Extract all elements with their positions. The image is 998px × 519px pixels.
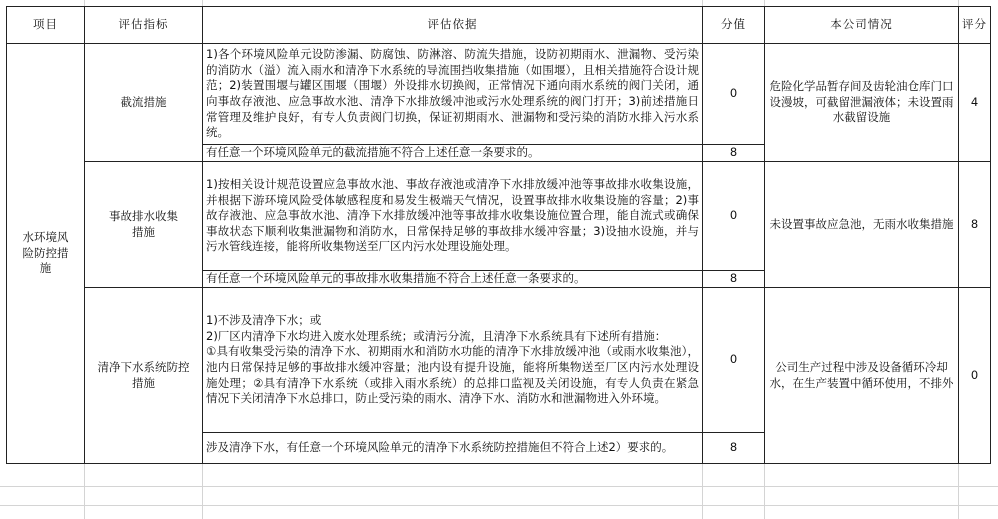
- points-cell: 0: [703, 162, 765, 271]
- basis-cell: 涉及清净下水，有任意一个环境风险单元的清净下水系统防控措施但不符合上述2）要求的。: [203, 433, 703, 464]
- basis-cell: 有任意一个环境风险单元的截流措施不符合上述任意一条要求的。: [203, 145, 703, 162]
- basis-cell: 1)按相关设计规范设置应急事故水池、事故存液池或清净下水排放缓冲池等事故排水收集设施，并根据下游环境风险受体敏感程度和易发生极端天气情况，设置事故排水收集设施的容量；2)事故存液池、应急事故水池、清净下水排放缓冲池等事故排水收集设施位置合理，能自流式或确保事故状态下顺利收集泄漏物和消防水，日常保持足够的事故排水缓冲容量；3)设抽水设施，并与污水管线连接，能将所收集物送至厂区内污水处理设施处理。: [203, 162, 703, 271]
- company-situation-cell: 未设置事故应急池，无雨水收集措施: [765, 162, 959, 288]
- risk-assessment-table: [6, 6, 991, 464]
- basis-cell: 有任意一个环境风险单元的事故排水收集措施不符合上述任意一条要求的。: [203, 271, 703, 288]
- points-cell: 0: [703, 288, 765, 433]
- category-cell: 水环境风险防控措施: [7, 44, 85, 464]
- score-cell: 0: [959, 288, 991, 464]
- header-indicator: 评估指标: [85, 7, 203, 44]
- points-cell: 0: [703, 44, 765, 145]
- basis-cell: [203, 288, 703, 433]
- company-situation-cell: 危险化学品暂存间及齿轮油仓库门口设漫坡，可截留泄漏液体；未设置雨水截留设施: [765, 44, 959, 162]
- table-row: [7, 288, 991, 433]
- table-row: [7, 44, 991, 145]
- header-row: [7, 7, 991, 44]
- points-cell: 8: [703, 433, 765, 464]
- points-cell: 8: [703, 271, 765, 288]
- header-score: 评分: [959, 7, 991, 44]
- table-row: [7, 162, 991, 271]
- basis-line: 2)厂区内清净下水均进入废水处理系统；或清污分流，且清净下水系统具有下述所有措施：: [206, 328, 667, 343]
- indicator-cell: 清净下水系统防控措施: [85, 288, 203, 464]
- score-cell: 4: [959, 44, 991, 162]
- company-situation-cell: 公司生产过程中涉及设备循环冷却水，在生产装置中循环使用，不排外: [765, 288, 959, 464]
- header-points: 分值: [703, 7, 765, 44]
- points-cell: 8: [703, 145, 765, 162]
- header-company: 本公司情况: [765, 7, 959, 44]
- indicator-cell: 截流措施: [85, 44, 203, 162]
- grid-line: [0, 486, 998, 487]
- header-basis: 评估依据: [203, 7, 703, 44]
- basis-line: ①具有收集受污染的清净下水、初期雨水和消防水功能的清净下水排放缓冲池（或雨水收集池），池内日常保持足够的事故排水缓冲容量；池内设有提升设施，能将所集物送至厂区内污水处理设施处理；②具有清净下水系统（或排入雨水系统）的总排口监视及关闭设施，有专人负责在紧急情况下关闭清净下水总排口，防止受污染的雨水、清净下水、消防水和泄漏物进入外环境。: [206, 344, 699, 406]
- grid-line: [0, 505, 998, 506]
- header-item: 项目: [7, 7, 85, 44]
- score-cell: 8: [959, 162, 991, 288]
- basis-line: 1)不涉及清净下水；或: [206, 313, 322, 328]
- indicator-cell: 事故排水收集措施: [85, 162, 203, 288]
- basis-cell: 1)各个环境风险单元设防渗漏、防腐蚀、防淋溶、防流失措施，设防初期雨水、泄漏物、受污染的消防水（溢）流入雨水和清净下水系统的导流围挡收集措施（如围堰），且相关措施符合设计规范；2)装置围堰与罐区围堰（围堰）外设排水切换阀，正常情况下通向雨水系统的阀门关闭，通向事故存液池、应急事故水池、清净下水排放缓冲池或污水处理系统的阀门打开；3)前述措施日常管理及维护良好，有专人负责阀门切换，保证初期雨水、泄漏物和受污染的消防水排入污水系统。: [203, 44, 703, 145]
